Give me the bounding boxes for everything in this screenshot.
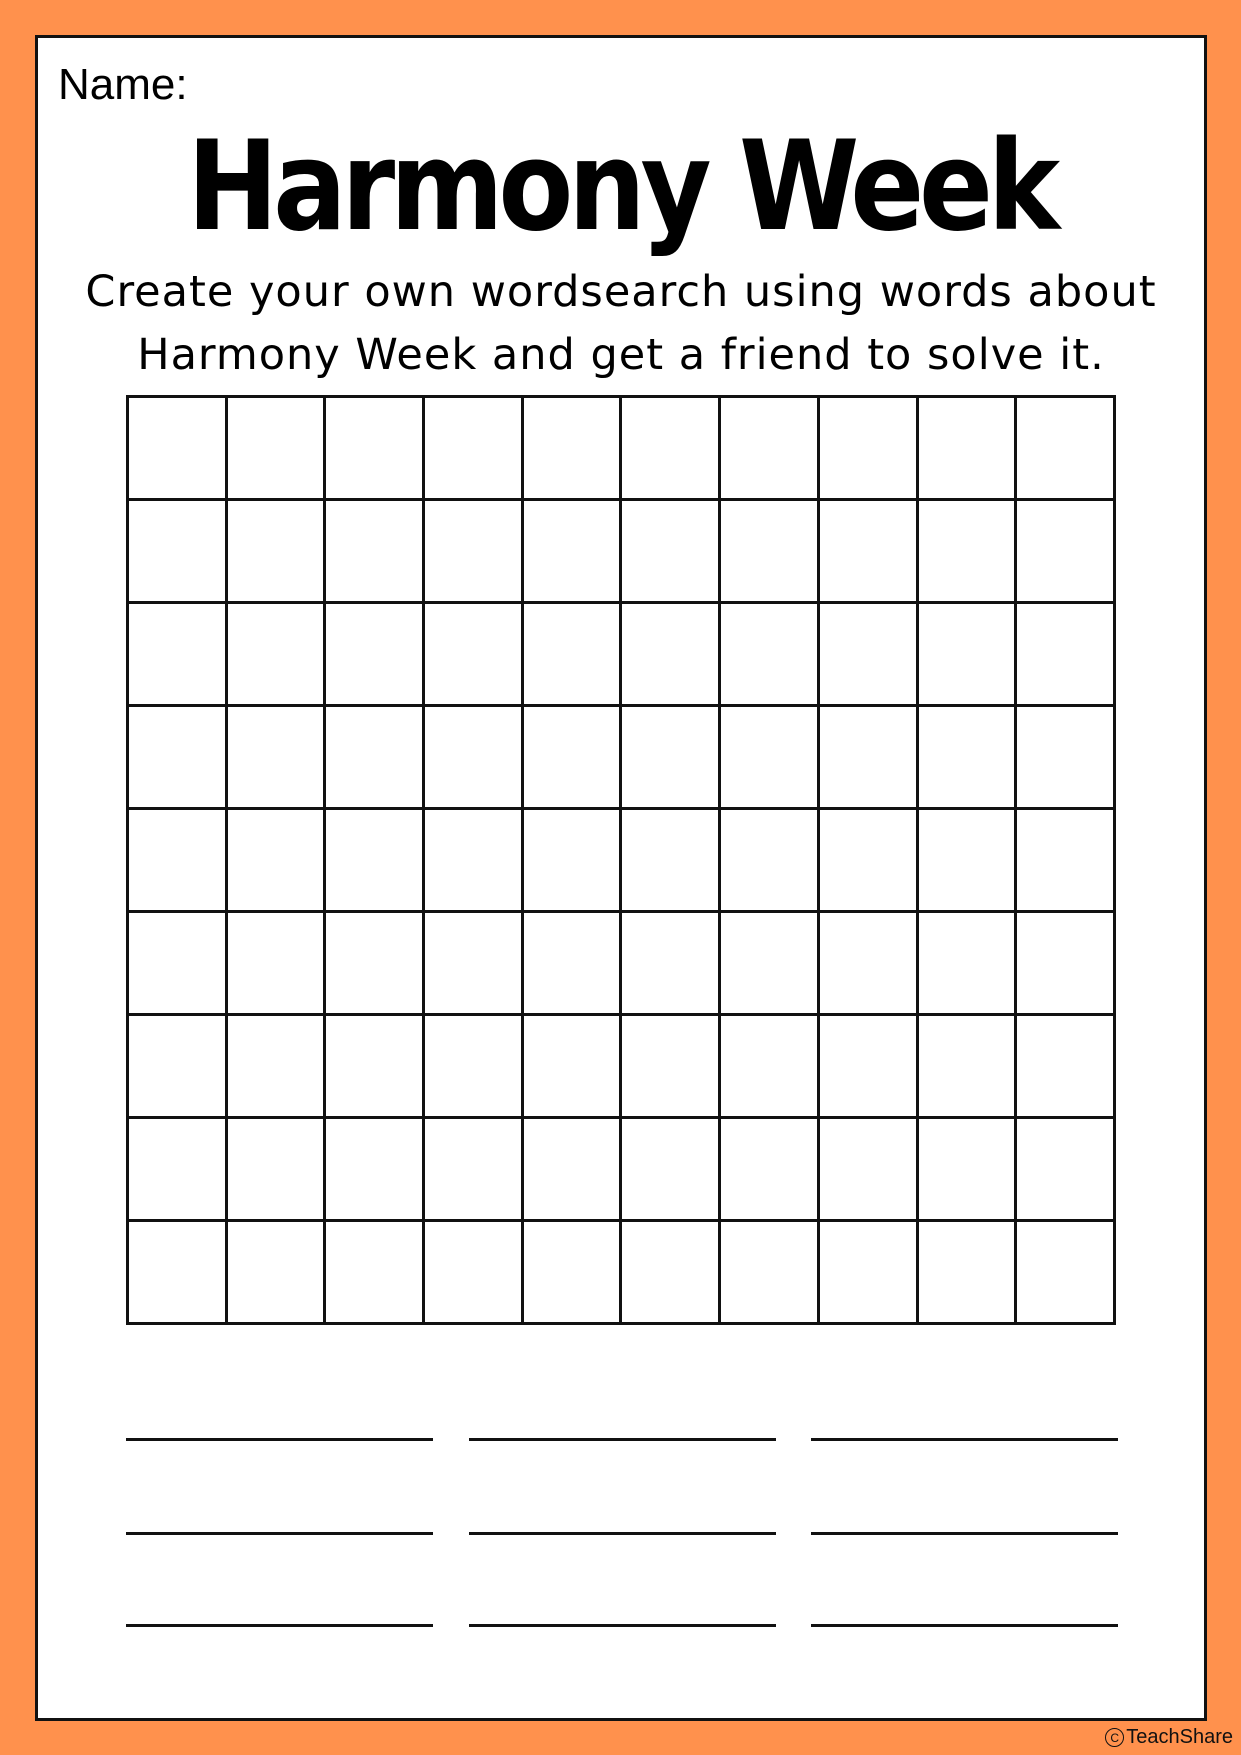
grid-cell[interactable] xyxy=(425,1016,524,1119)
name-label: Name: xyxy=(58,60,188,109)
grid-cell[interactable] xyxy=(524,501,623,604)
grid-cell[interactable] xyxy=(524,707,623,810)
grid-cell[interactable] xyxy=(524,913,623,1016)
grid-cell[interactable] xyxy=(228,810,327,913)
grid-cell[interactable] xyxy=(326,1016,425,1119)
grid-cell[interactable] xyxy=(721,398,820,501)
grid-cell[interactable] xyxy=(721,810,820,913)
grid-cell[interactable] xyxy=(425,913,524,1016)
grid-cell[interactable] xyxy=(919,398,1018,501)
grid-cell[interactable] xyxy=(622,1222,721,1325)
grid-cell[interactable] xyxy=(524,810,623,913)
grid-cell[interactable] xyxy=(129,810,228,913)
answer-line[interactable] xyxy=(811,1532,1118,1535)
instructions xyxy=(68,261,1174,387)
grid-cell[interactable] xyxy=(820,604,919,707)
grid-cell[interactable] xyxy=(1017,707,1116,810)
grid-cell[interactable] xyxy=(919,913,1018,1016)
grid-cell[interactable] xyxy=(820,1016,919,1119)
grid-cell[interactable] xyxy=(228,1016,327,1119)
answer-line[interactable] xyxy=(811,1438,1118,1441)
copyright-icon: C xyxy=(1105,1728,1124,1747)
grid-cell[interactable] xyxy=(129,913,228,1016)
grid-cell[interactable] xyxy=(129,1119,228,1222)
grid-cell[interactable] xyxy=(425,1222,524,1325)
grid-cell[interactable] xyxy=(820,1119,919,1222)
grid-cell[interactable] xyxy=(721,501,820,604)
answer-line[interactable] xyxy=(469,1438,776,1441)
grid-cell[interactable] xyxy=(129,1222,228,1325)
grid-cell[interactable] xyxy=(326,707,425,810)
answer-line[interactable] xyxy=(469,1624,776,1627)
grid-cell[interactable] xyxy=(622,1119,721,1222)
grid-cell[interactable] xyxy=(524,1119,623,1222)
footer-brand: TeachShare xyxy=(1126,1726,1233,1748)
grid-cell[interactable] xyxy=(425,707,524,810)
grid-cell[interactable] xyxy=(622,501,721,604)
grid-cell[interactable] xyxy=(129,604,228,707)
grid-cell[interactable] xyxy=(1017,604,1116,707)
grid-cell[interactable] xyxy=(228,1119,327,1222)
grid-cell[interactable] xyxy=(721,1119,820,1222)
grid-cell[interactable] xyxy=(326,1119,425,1222)
grid-cell[interactable] xyxy=(721,1222,820,1325)
instructions-line-2: Harmony Week and get a friend to solve it. xyxy=(137,330,1105,380)
grid-cell[interactable] xyxy=(820,913,919,1016)
grid-cell[interactable] xyxy=(228,604,327,707)
grid-cell[interactable] xyxy=(228,707,327,810)
grid-cell[interactable] xyxy=(228,1222,327,1325)
grid-cell[interactable] xyxy=(425,1119,524,1222)
answer-line[interactable] xyxy=(126,1532,433,1535)
grid-cell[interactable] xyxy=(622,707,721,810)
grid-cell[interactable] xyxy=(721,1016,820,1119)
grid-cell[interactable] xyxy=(622,913,721,1016)
grid-cell[interactable] xyxy=(326,810,425,913)
grid-cell[interactable] xyxy=(1017,810,1116,913)
grid-cell[interactable] xyxy=(622,810,721,913)
grid-cell[interactable] xyxy=(326,398,425,501)
grid-cell[interactable] xyxy=(820,501,919,604)
grid-cell[interactable] xyxy=(622,604,721,707)
page-title: Harmony Week xyxy=(187,115,1055,259)
grid-cell[interactable] xyxy=(919,1119,1018,1222)
answer-line[interactable] xyxy=(469,1532,776,1535)
grid-cell[interactable] xyxy=(1017,501,1116,604)
grid-cell[interactable] xyxy=(919,501,1018,604)
grid-cell[interactable] xyxy=(1017,1222,1116,1325)
grid-cell[interactable] xyxy=(326,604,425,707)
grid-cell[interactable] xyxy=(721,604,820,707)
worksheet-page xyxy=(35,35,1207,1721)
grid-cell[interactable] xyxy=(228,913,327,1016)
grid-cell[interactable] xyxy=(129,501,228,604)
grid-cell[interactable] xyxy=(1017,1119,1116,1222)
answer-line[interactable] xyxy=(811,1624,1118,1627)
grid-cell[interactable] xyxy=(622,398,721,501)
grid-cell[interactable] xyxy=(919,707,1018,810)
grid-cell[interactable] xyxy=(524,1016,623,1119)
grid-cell[interactable] xyxy=(820,398,919,501)
grid-cell[interactable] xyxy=(820,810,919,913)
grid-cell[interactable] xyxy=(524,398,623,501)
grid-cell[interactable] xyxy=(919,1016,1018,1119)
footer-copyright xyxy=(1105,1726,1233,1749)
grid-cell[interactable] xyxy=(228,501,327,604)
grid-cell[interactable] xyxy=(425,604,524,707)
grid-cell[interactable] xyxy=(1017,913,1116,1016)
grid-cell[interactable] xyxy=(1017,398,1116,501)
grid-cell[interactable] xyxy=(129,707,228,810)
wordsearch-grid[interactable] xyxy=(126,395,1116,1325)
grid-cell[interactable] xyxy=(524,604,623,707)
grid-cell[interactable] xyxy=(622,1016,721,1119)
grid-cell[interactable] xyxy=(326,913,425,1016)
instructions-line-1: Create your own wordsearch using words about xyxy=(85,267,1157,317)
grid-cell[interactable] xyxy=(820,707,919,810)
grid-cell[interactable] xyxy=(919,810,1018,913)
grid-cell[interactable] xyxy=(721,707,820,810)
grid-cell[interactable] xyxy=(820,1222,919,1325)
grid-cell[interactable] xyxy=(129,398,228,501)
grid-cell[interactable] xyxy=(721,913,820,1016)
grid-cell[interactable] xyxy=(425,810,524,913)
grid-cell[interactable] xyxy=(326,1222,425,1325)
grid-cell[interactable] xyxy=(919,1222,1018,1325)
grid-cell[interactable] xyxy=(524,1222,623,1325)
grid-cell[interactable] xyxy=(1017,1016,1116,1119)
grid-cell[interactable] xyxy=(228,398,327,501)
answer-line[interactable] xyxy=(126,1624,433,1627)
grid-cell[interactable] xyxy=(129,1016,228,1119)
answer-line[interactable] xyxy=(126,1438,433,1441)
grid-cell[interactable] xyxy=(425,501,524,604)
grid-cell[interactable] xyxy=(425,398,524,501)
grid-cell[interactable] xyxy=(919,604,1018,707)
grid-cell[interactable] xyxy=(326,501,425,604)
